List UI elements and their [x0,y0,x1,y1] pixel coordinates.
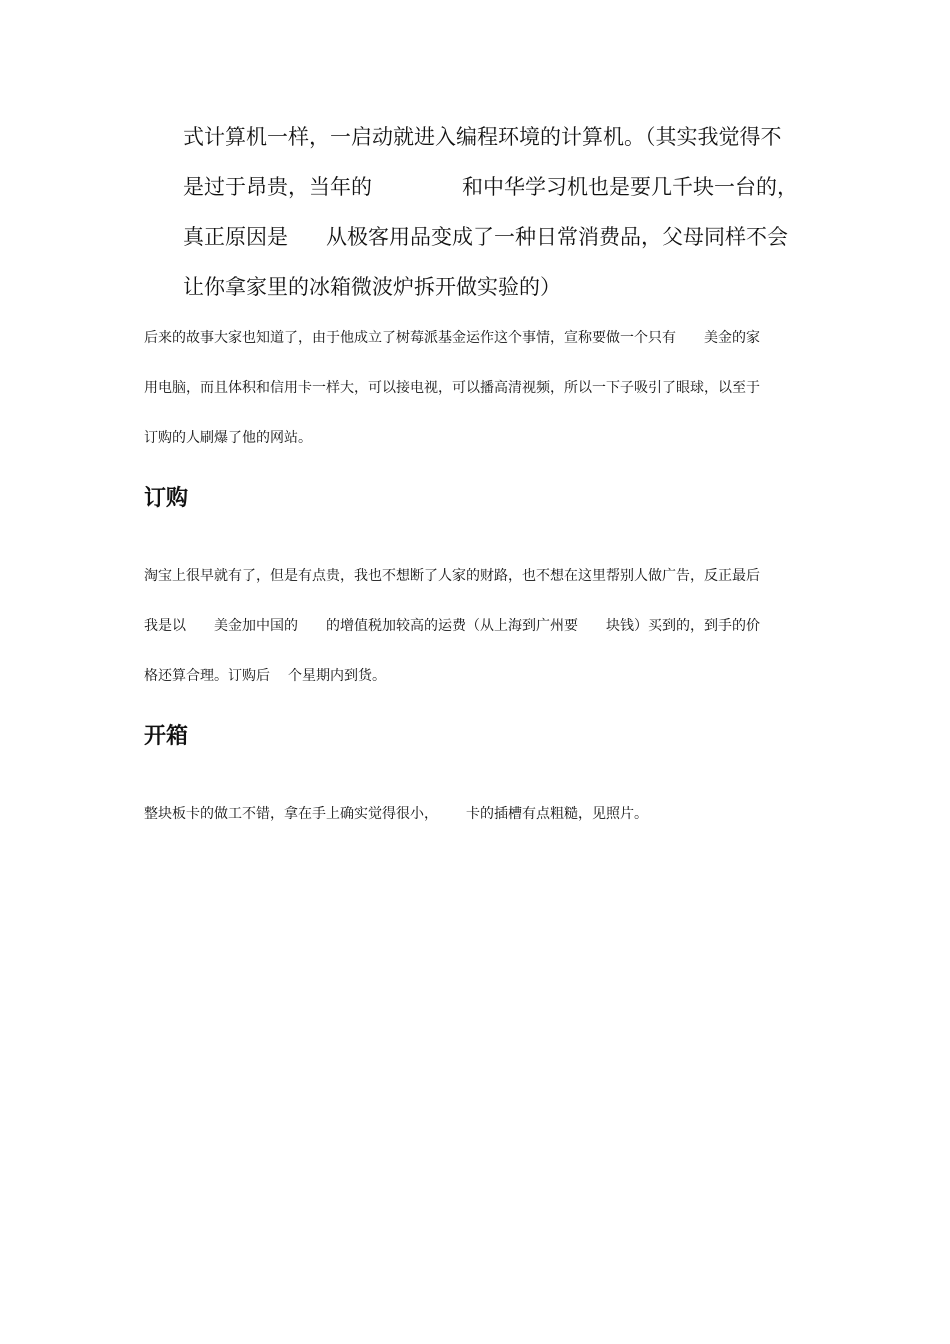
paragraph-unboxing [144,789,814,839]
heading-order: 订购 [144,486,189,511]
paragraph-text: 后来的故事大家也知道了，由于他成立了树莓派基金运作这个事情，宣称要做一个只有 [144,330,676,346]
quote-text: 和中华学习机也是要几千块一台的， [462,175,798,199]
paragraph-line [144,601,814,651]
paragraph-line [144,651,814,701]
paragraph-text: 格还算合理。订购后 [144,668,270,684]
quote-text: 是过于昂贵，当年的 [183,175,372,199]
quote-text: 从极客用品变成了一种日常消费品，父母同样不会 [326,225,788,249]
paragraph-text: 块钱）买到的，到手的价 [606,618,760,634]
paragraph-line [144,789,814,839]
paragraph-text: 淘宝上很早就有了，但是有点贵，我也不想断了人家的财路，也不想在这里帮别人做广告，反正最后 [144,568,760,584]
paragraph-story [144,313,814,463]
quote-text: 式计算机一样，一启动就进入编程环境的计算机。（其实我觉得不 [183,125,782,149]
quote-text: 真正原因是 [183,225,288,249]
paragraph-text: 美金的家 [704,330,760,346]
paragraph-order [144,551,814,701]
quote-line [183,212,823,262]
paragraph-text: 我是以 [144,618,186,634]
paragraph-text: 订购的人刷爆了他的网站。 [144,430,312,446]
paragraph-text: 的增值税加较高的运费（从上海到广州要 [326,618,578,634]
paragraph-text: 个星期内到货。 [288,668,386,684]
paragraph-line [144,363,814,413]
quote-block [183,112,823,312]
paragraph-line [144,413,814,463]
paragraph-text: 美金加中国的 [214,618,298,634]
paragraph-text: 整块板卡的做工不错，拿在手上确实觉得很小， [144,806,438,822]
paragraph-line [144,313,814,363]
quote-line [183,112,823,162]
paragraph-text: 用电脑，而且体积和信用卡一样大，可以接电视，可以播高清视频，所以一下子吸引了眼球，以至于 [144,380,760,396]
heading-unboxing: 开箱 [144,724,189,749]
paragraph-line [144,551,814,601]
paragraph-text: 卡的插槽有点粗糙，见照片。 [466,806,648,822]
quote-line [183,262,823,312]
quote-line [183,162,823,212]
quote-text: 让你拿家里的冰箱微波炉拆开做实验的） [183,275,561,299]
